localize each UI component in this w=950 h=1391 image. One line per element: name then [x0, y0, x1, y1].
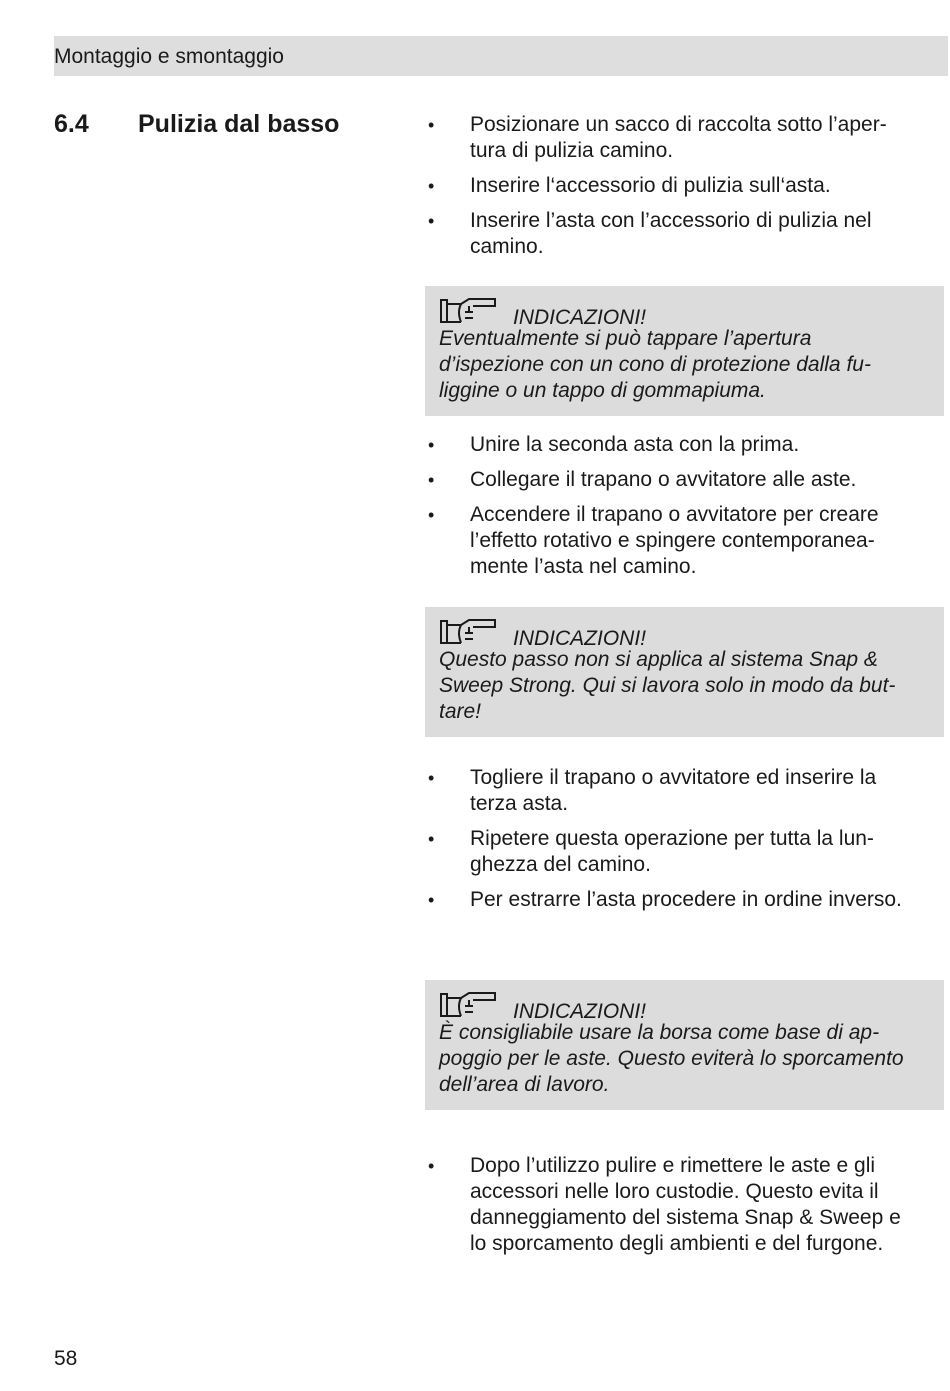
bullet-icon: •	[428, 890, 435, 910]
bullet-icon: •	[428, 435, 435, 455]
bullet-list-2	[425, 432, 945, 589]
pointing-hand-icon	[439, 296, 497, 326]
list-item-text: Inserire l‘accessorio di pulizia sull‘asta.	[470, 174, 831, 197]
note-header	[439, 617, 944, 650]
note-label: INDICAZIONI!	[513, 306, 647, 329]
note-box-2	[425, 607, 944, 737]
note-label: INDICAZIONI!	[513, 627, 647, 650]
header-title: Montaggio e smontaggio	[54, 45, 284, 68]
bullet-icon: •	[428, 829, 435, 849]
list-item	[425, 826, 945, 878]
list-item-text: Unire la seconda asta con la prima.	[470, 433, 800, 456]
list-item-text: Collegare il trapano o avvitatore alle aste.	[470, 468, 857, 491]
bullet-icon: •	[428, 211, 435, 231]
list-item	[425, 1153, 945, 1257]
list-item	[425, 502, 945, 580]
note-box-1	[425, 286, 944, 416]
note-text: Eventualmente si può tappare l’apertura d’ispezione con un cono di protezione dalla fu- liggine o un tappo di gommapiuma.	[439, 327, 871, 402]
section-number: 6.4	[54, 110, 89, 138]
list-item	[425, 208, 945, 260]
note-label: INDICAZIONI!	[513, 1000, 647, 1023]
page-number: 58	[54, 1347, 78, 1370]
bullet-icon: •	[428, 176, 435, 196]
list-item	[425, 112, 945, 164]
pointing-hand-icon	[439, 617, 497, 647]
section-title: Pulizia dal basso	[138, 110, 340, 138]
bullet-list-3	[425, 765, 945, 922]
list-item-text: Dopo l’utilizzo pulire e rimettere le aste e gli accessori nelle loro custodie. Questo evita il danneggiamento del sistema Snap & Sweep e lo sporcamento degli ambienti e del furgone.	[470, 1154, 901, 1255]
page-header	[54, 36, 948, 76]
list-item	[425, 887, 945, 913]
note-text: È consigliabile usare la borsa come base di ap- poggio per le aste. Questo eviterà lo sporcamento dell’area di lavoro.	[439, 1021, 904, 1096]
list-item-text: Accendere il trapano o avvitatore per creare l’effetto rotativo e spingere contemporanea- mente l’asta nel camino.	[470, 503, 879, 578]
note-header	[439, 990, 944, 1023]
list-item	[425, 432, 945, 458]
bullet-icon: •	[428, 470, 435, 490]
pointing-hand-icon	[439, 990, 497, 1020]
list-item	[425, 173, 945, 199]
note-box-3	[425, 980, 944, 1110]
bullet-icon: •	[428, 768, 435, 788]
list-item	[425, 765, 945, 817]
bullet-icon: •	[428, 115, 435, 135]
list-item-text: Inserire l’asta con l’accessorio di pulizia nel camino.	[470, 209, 872, 258]
list-item-text: Ripetere questa operazione per tutta la lun- ghezza del camino.	[470, 827, 874, 876]
bullet-list-1	[425, 112, 945, 269]
list-item-text: Togliere il trapano o avvitatore ed inserire la terza asta.	[470, 766, 877, 815]
note-header	[439, 296, 944, 329]
bullet-list-4	[425, 1153, 945, 1266]
bullet-icon: •	[428, 505, 435, 525]
list-item-text: Per estrarre l’asta procedere in ordine inverso.	[470, 888, 902, 911]
note-text: Questo passo non si applica al sistema Snap & Sweep Strong. Qui si lavora solo in modo da but- tare!	[439, 648, 896, 723]
bullet-icon: •	[428, 1156, 435, 1176]
list-item-text: Posizionare un sacco di raccolta sotto l’aper- tura di pulizia camino.	[470, 113, 887, 162]
list-item	[425, 467, 945, 493]
